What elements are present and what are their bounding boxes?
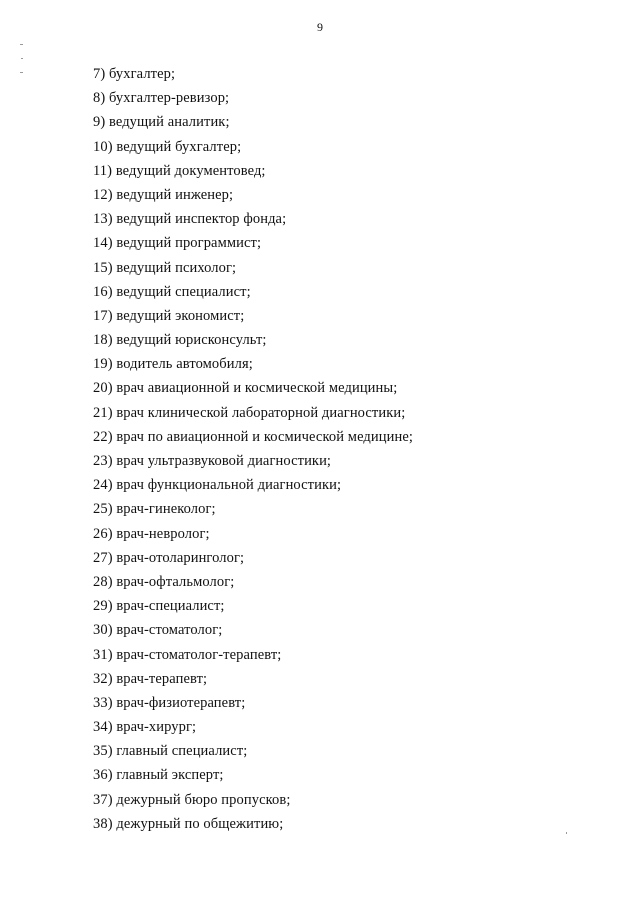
list-item: 22) врач по авиационной и космической медицине;: [93, 428, 414, 445]
list-item: 28) врач-офтальмолог;: [93, 573, 235, 590]
list-item: 16) ведущий специалист;: [93, 283, 251, 300]
list-item: 14) ведущий программист;: [93, 235, 262, 252]
list-item: 15) ведущий психолог;: [93, 259, 237, 276]
scan-mark: [20, 44, 23, 45]
scan-mark: [566, 832, 567, 834]
list-item: 10) ведущий бухгалтер;: [93, 138, 242, 155]
list-item: 13) ведущий инспектор фонда;: [93, 211, 287, 228]
list-item: 34) врач-хирург;: [93, 719, 197, 736]
list-item: 38) дежурный по общежитию;: [93, 815, 284, 832]
list-item: 23) врач ультразвуковой диагностики;: [93, 453, 332, 469]
list-item: 27) врач-отоларинголог;: [93, 549, 245, 566]
list-item: 8) бухгалтер-ревизор;: [93, 90, 230, 107]
list-item: 17) ведущий экономист;: [93, 307, 245, 324]
list-item: 30) врач-стоматолог;: [93, 622, 223, 639]
list-item: 19) водитель автомобиля;: [93, 356, 253, 373]
list-item: 9) ведущий аналитик;: [93, 114, 230, 131]
list-item: 33) врач-физиотерапевт;: [93, 694, 246, 711]
list-item: 21) врач клинической лабораторной диагностики;: [93, 404, 406, 421]
list-item: 12) ведущий инженер;: [93, 186, 234, 203]
list-item: 31) врач-стоматолог-терапевт;: [93, 646, 282, 663]
list-item: 25) врач-гинеколог;: [93, 501, 216, 518]
list-item: 37) дежурный бюро пропусков;: [93, 791, 291, 808]
list-item: 24) врач функциональной диагностики;: [93, 477, 342, 494]
list-item: 32) врач-терапевт;: [93, 670, 208, 687]
list-item: 26) врач-невролог;: [93, 525, 210, 542]
list-item: 36) главный эксперт;: [93, 767, 224, 784]
list-item: 35) главный специалист;: [93, 743, 248, 760]
list-item: 7) бухгалтер;: [93, 66, 176, 82]
scan-mark: [20, 72, 23, 73]
list-item: 20) врач авиационной и космической медицины;: [93, 380, 398, 397]
list-item: 11) ведущий документовед;: [93, 162, 266, 179]
list-item: 29) врач-специалист;: [93, 598, 225, 615]
scan-mark: [21, 58, 23, 59]
page-number: 9: [317, 20, 323, 34]
list-item: 18) ведущий юрисконсульт;: [93, 332, 267, 349]
position-list: [93, 62, 413, 836]
